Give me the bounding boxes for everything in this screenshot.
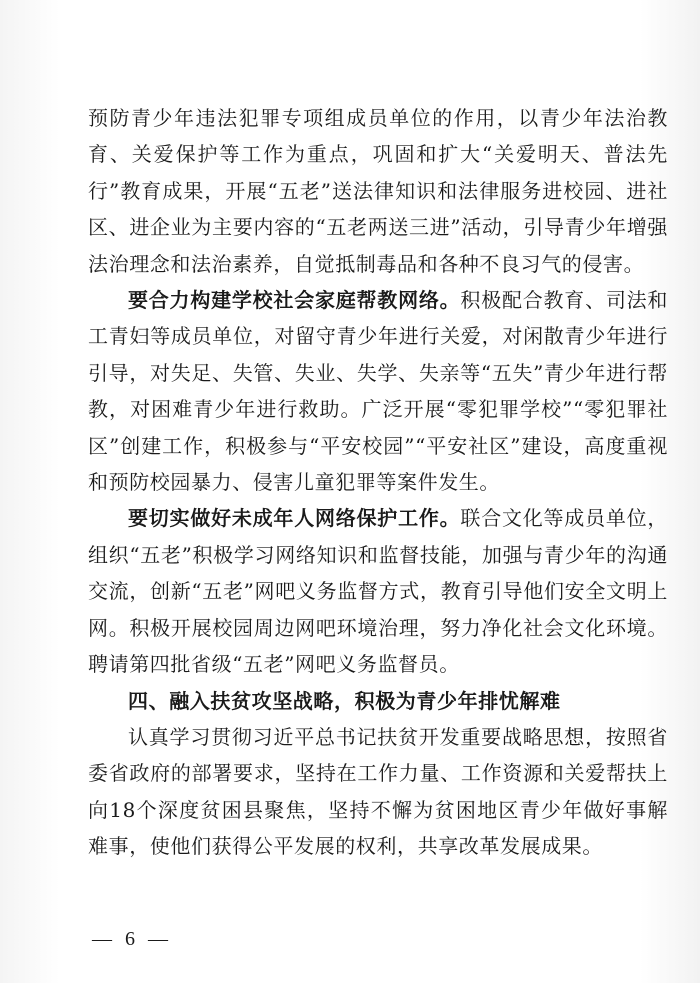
- page-number: — 6 —: [92, 928, 172, 950]
- paragraph-poverty-alleviation: [88, 719, 668, 865]
- paragraph-lead-sentence: 要合力构建学校社会家庭帮教网络。: [128, 288, 461, 313]
- paragraph-text: 积极配合教育、司法和工青妇等成员单位，对留守青少年进行关爱，对闲散青少年进行引导，对失足、失管、失业、失学、失亲等“五失”青少年进行帮教，对困难青少年进行救助。广泛开展“零犯罪学校”“零犯罪社区”创建工作，积极参与“平安校园”“平安社区”建设，高度重视和预防校园暴力、侵害儿童犯罪等案件发生。: [88, 288, 669, 495]
- section-heading: 四、融入扶贫攻坚战略，积极为青少年排忧解难: [128, 688, 561, 713]
- paragraph-text: 认真学习贯彻习近平总书记扶贫开发重要战略思想，按照省委省政府的部署要求，坚持在工作力量、工作资源和关爱帮扶上向18个深度贫困县聚焦，坚持不懈为贫困地区青少年做好事解难事，使他们获得公平发展的权利，共享改革发展成果。: [88, 724, 668, 859]
- document-body: [88, 100, 668, 865]
- paragraph-continuation: [88, 100, 668, 282]
- paragraph-minor-network-protection: [88, 500, 668, 682]
- paragraph-text: 联合文化等成员单位，组织“五老”积极学习网络知识和监督技能，加强与青少年的沟通交流，创新“五老”网吧义务监督方式，教育引导他们安全文明上网。积极开展校园周边网吧环境治理，努力净化社会文化环境。聘请第四批省级“五老”网吧义务监督员。: [88, 506, 669, 677]
- paragraph-text: 预防青少年违法犯罪专项组成员单位的作用，以青少年法治教育、关爱保护等工作为重点，巩固和扩大“关爱明天、普法先行”教育成果，开展“五老”送法律知识和法律服务进校园、进社区、进企业为主要内容的“五老两送三进”活动，引导青少年增强法治理念和法治素养，自觉抵制毒品和各种不良习气的侵害。: [88, 106, 668, 276]
- paragraph-school-society-family-network: [88, 282, 668, 500]
- paragraph-lead-sentence: 要切实做好未成年人网络保护工作。: [128, 506, 461, 531]
